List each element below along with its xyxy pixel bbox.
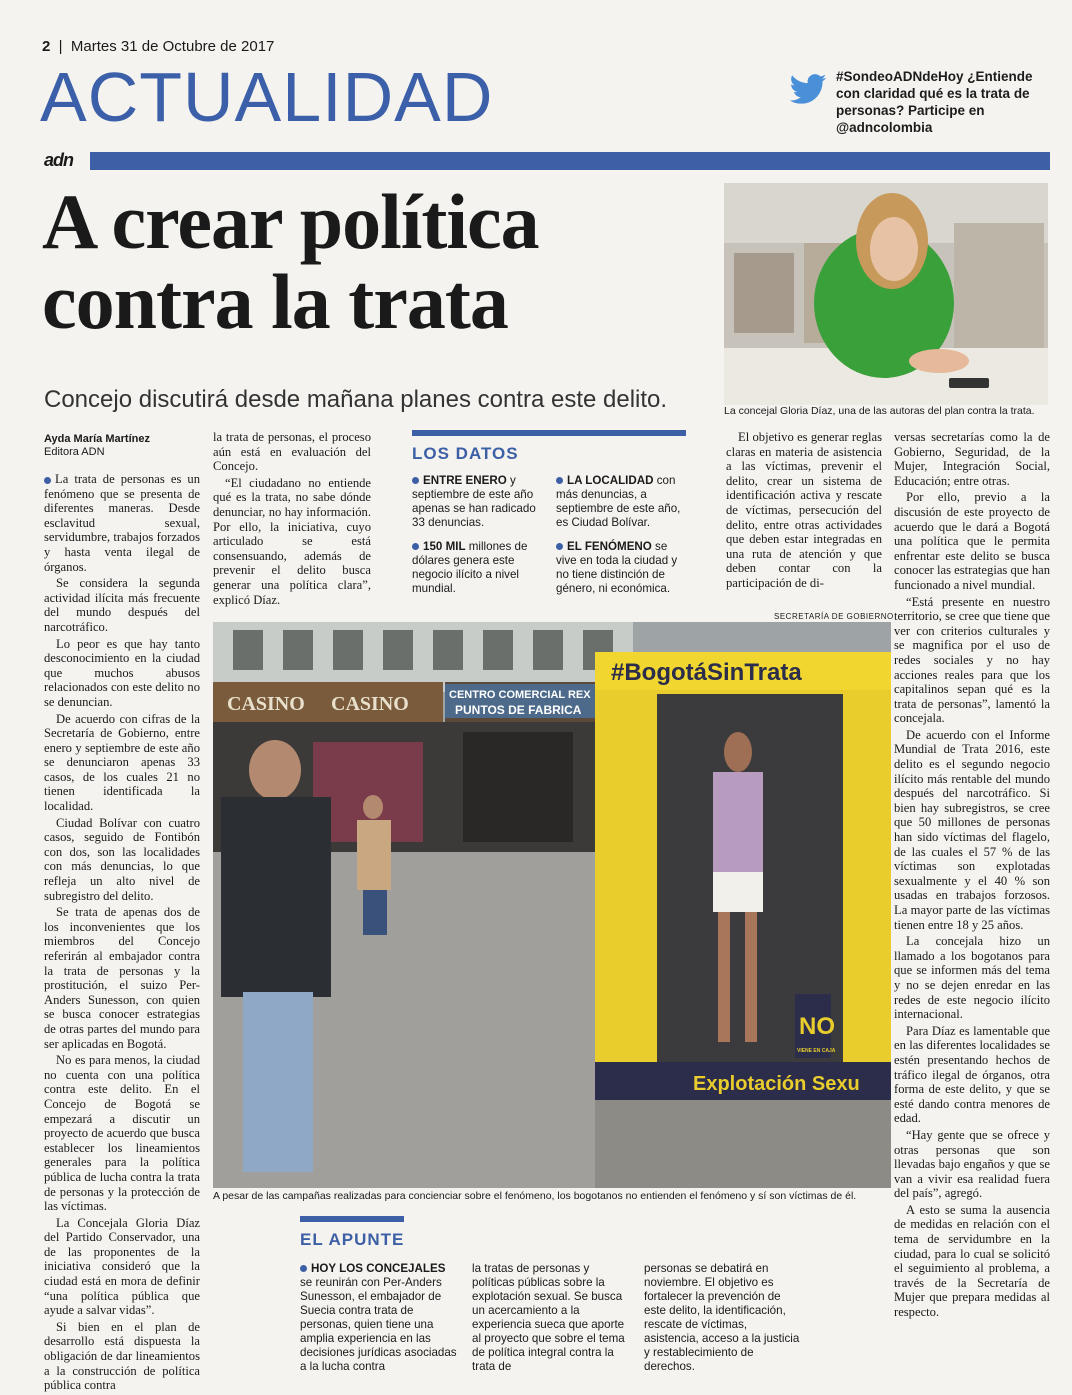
apunte-title: EL APUNTE xyxy=(300,1230,405,1249)
photo-caption: La concejal Gloria Díaz, una de las autoras del plan contra la trata. xyxy=(724,405,1035,417)
twitter-prompt: #SondeoADNdeHoy ¿Entiende con claridad qué es la trata de personas? Participe en @adncolombia xyxy=(836,69,1033,135)
folio xyxy=(42,38,274,55)
paragraph: Lo peor es que hay tanto desconocimiento en la ciudad que muchos abusos relacionados con este delito no se denuncian. xyxy=(44,636,200,709)
paragraph: versas secretarías como la de Gobierno, Seguridad, de la Mujer, Integración Social, Educación; entre otras. xyxy=(894,430,1050,488)
bullet-dot-icon xyxy=(44,477,51,484)
section-title: ACTUALIDAD xyxy=(40,58,494,136)
apunte-column: la tratas de personas y políticas públicas sobre la explotación sexual. Se busca un acercamiento a la experiencia sueca que aporte al proyecto que sobre el tema de política integral contra la trata de xyxy=(472,1262,625,1373)
article-column-2 xyxy=(213,430,371,609)
mall-sign: PUNTOS DE FABRICA xyxy=(455,703,582,717)
photo-credit: SECRETARÍA DE GOBIERNO xyxy=(774,612,894,621)
author-name: Ayda María Martínez xyxy=(44,433,150,445)
apunte-column: personas se debatirá en noviembre. El objetivo es fortalecer la prevención de este delito, la identificación, rescate de víctimas, asistencia, acceso a la justicia y restablecimiento de derechos. xyxy=(644,1262,800,1373)
campaign-photo xyxy=(213,622,891,1188)
twitter-bird-icon xyxy=(786,70,830,110)
author-role: Editora ADN xyxy=(44,446,105,458)
paragraph: De acuerdo con cifras de la Secretaría de Gobierno, entre enero y septiembre de este año se denunciaron apenas 33 casos, de los cuales 21 no tienen identificada la localidad. xyxy=(44,711,200,814)
store-sign: CASINO xyxy=(331,693,409,715)
dato-item: ENTRE ENERO y septiembre de este año apenas se han radicado 33 denuncias. xyxy=(412,474,536,529)
article-column-3 xyxy=(726,430,882,593)
no-badge: NO xyxy=(799,1013,835,1040)
issue-date: Martes 31 de Octubre de 2017 xyxy=(70,38,275,55)
paragraph: De acuerdo con el Informe Mundial de Trata 2016, este delito es el segundo negocio ilícito más rentable del mundo después del narcotráfico. Si bien hay subregistros, se cree que 50 millones de personas han sido víctimas del flagelo, de las cuales el 57 % de las víctimas son explotadas sexualmente y el 40 % son usadas en trabajos forzosos. La mayor parte de las víctimas tienen entre 18 y 25 años. xyxy=(894,727,1050,932)
apunte-box xyxy=(300,1216,880,1374)
paragraph: El objetivo es generar reglas claras en materia de asistencia a las víctimas, prevenir el delito, crear un sistema de identificación activa y rescate de víctimas, persecución del delito, entre otras actividades que deben estar integradas en una ruta de atención y que deben contar con la participación de di- xyxy=(726,430,882,590)
dato-item: LA LOCALIDAD con más denuncias, a septiembre de este año, es Ciudad Bolívar. xyxy=(556,474,681,529)
article-column-1 xyxy=(44,472,200,1395)
paragraph: A esto se suma la ausencia de medidas en relación con el tema de servidumbre en la ciudad, para lo cual se solicitó el seguimiento al problema, a través de la Secretaría de Mujer que prepara medidas al respecto. xyxy=(894,1202,1050,1320)
bullet-dot-icon xyxy=(300,1265,307,1272)
mall-sign: CENTRO COMERCIAL REX xyxy=(449,689,591,701)
paragraph: “Está presente en nuestro territorio, se cree que tiene que ver con criterios culturales y se magnifica por el uso de redes sociales y no hay acciones reales para que los capitalinos sepan qué es la trata de personas”, lamentó la concejala. xyxy=(894,594,1050,726)
adn-logo: adn xyxy=(44,150,74,170)
datos-rule xyxy=(412,430,686,436)
datos-title: LOS DATOS xyxy=(412,444,519,463)
folio-divider: | xyxy=(54,38,67,55)
dato-item: EL FENÓMENO se vive en toda la ciudad y no tiene distinción de género, ni económica. xyxy=(556,540,678,595)
headline-line: contra la trata xyxy=(42,258,508,345)
paragraph: Para Díaz es lamentable que en las diferentes localidades se estén presentando hechos de tráfico ilegal de órganos, otra forma de este delito, y que se esté dando contra menores de edad. xyxy=(894,1023,1050,1126)
headline-line: A crear política xyxy=(42,178,539,265)
headline xyxy=(42,178,722,345)
paragraph: La trata de personas es un fenómeno que se presenta de diferentes maneras. Desde esclavitud sexual, servidumbre, trabajos forzados y hasta venta ilegal de órganos. xyxy=(44,472,200,574)
paragraph: Si bien en el plan de desarrollo está dispuesta la obligación de dar lineamientos a la construcción de política pública contra xyxy=(44,1319,200,1393)
no-badge-sub: VIENE EN CAJA xyxy=(797,1048,836,1054)
paragraph: No es para menos, la ciudad no cuenta con una política contra este delito. En el Concejo de Bogotá se empezará a discutir un proyecto de acuerdo que busca establecer los lineamientos generales para la política pública de lucha contra la trata de personas y la protección de las víctimas. xyxy=(44,1053,200,1214)
paragraph: “El ciudadano no entiende qué es la trata, no sabe dónde denunciar, no hay información. Por ello, la iniciativa, cuyo articulado se está consensuando, además de prevenir el delito busca generar una política clara”, explicó Díaz. xyxy=(213,475,371,607)
paragraph: Ciudad Bolívar con cuatro casos, seguido de Fontibón con dos, son las localidades con más denuncias, lo que refleja un alto nivel de subregistro del delito. xyxy=(44,815,200,903)
deck: Concejo discutirá desde mañana planes contra este delito. xyxy=(44,386,668,413)
paragraph: Se considera la segunda actividad ilícita más frecuente del mundo después del narcotráfico. xyxy=(44,576,200,634)
apunte-rule xyxy=(300,1216,404,1222)
section-rule xyxy=(90,152,1050,170)
dato-item: 150 MIL millones de dólares genera este negocio ilícito a nivel mundial. xyxy=(412,540,528,595)
bullet-dot-icon xyxy=(556,477,563,484)
bullet-dot-icon xyxy=(412,477,419,484)
paragraph: la trata de personas, el proceso aún está en evaluación del Concejo. xyxy=(213,430,371,474)
article-column-4 xyxy=(894,430,1050,1322)
paragraph: “Hay gente que se ofrece y otras personas que son llevadas bajo engaños y que se van a vivir esa realidad fuera del país”, agregó. xyxy=(894,1127,1050,1201)
paragraph: Por ello, previo a la discusión de este proyecto de acuerdo que le dará a Bogotá una política que le permita enfrentar este delito se busca conocer las estrategias que han funcionado a nivel mundial. xyxy=(894,490,1050,592)
datos-box xyxy=(412,430,686,596)
campaign-hashtag: #BogotáSinTrata xyxy=(611,659,802,686)
paragraph: La Concejala Gloria Díaz del Partido Conservador, una de las proponentes de la iniciativa consideró que la ciudad está en mora de definir “una política pública que ayude a salvar vidas”. xyxy=(44,1215,200,1318)
apunte-column: HOY LOS CONCEJALES se reunirán con Per-Anders Sunesson, el embajador de Suecia contra trata de personas, quien tiene una amplia experiencia en las decisiones jurídicas asociadas a la lucha contra xyxy=(300,1262,457,1373)
paragraph: La concejala hizo un llamado a los bogotanos para que se informen más del tema y no se dejen enredar en las redes de este negocio ilícito internacional. xyxy=(894,934,1050,1022)
paragraph: Se trata de apenas dos de los inconvenientes que los miembros del Concejo referirán al embajador contra la trata de personas y la prostitución, el suizo Per-Anders Sunesson, con quien se busca conocer estrategias de otras partes del mundo para ser aplicadas en Bogotá. xyxy=(44,905,200,1051)
page-number: 2 xyxy=(42,38,51,55)
bullet-dot-icon xyxy=(412,543,419,550)
photo-caption: A pesar de las campañas realizadas para concienciar sobre el fenómeno, los bogotanos no entienden el fenómeno y sí son víctimas de él. xyxy=(213,1190,857,1202)
councilwoman-photo xyxy=(724,183,1048,405)
bullet-dot-icon xyxy=(556,543,563,550)
store-sign: CASINO xyxy=(227,693,305,715)
byline xyxy=(44,433,150,459)
campaign-footer: Explotación Sexu xyxy=(693,1073,860,1095)
